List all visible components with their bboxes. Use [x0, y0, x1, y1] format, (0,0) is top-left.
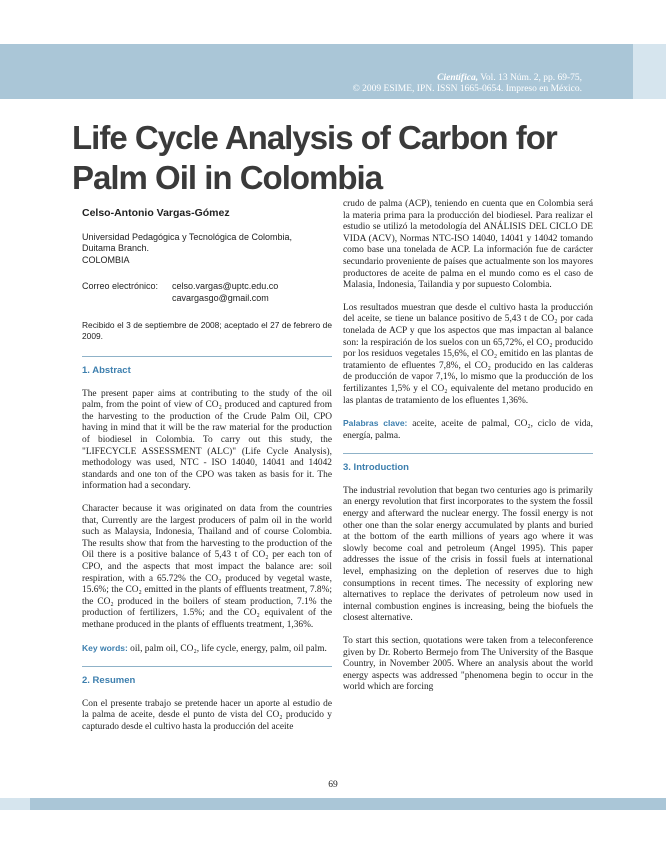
volume-info: Vol. 13 Núm. 2, pp. 69-75,	[480, 73, 582, 83]
affiliation-line: Duitama Branch.	[82, 243, 150, 254]
resumen-paragraph: crudo de palma (ACP), teniendo en cuenta que en Colombia será la materia prima para la producción del biodiesel. Para realizar el estudio se utilizó la metodología del ANÁLISIS DEL CICLO DE VIDA (ACV), Normas NTC-ISO 14040, 14041 y 14042 tomando como base una tonelada de ACP. La información fue de carácter secundario proveniente de países que actualmente son los mayores productores de aceite de palma en el mundo como es el caso de Malasia, Indonesia, Tailandia y por supuesto Colombia.	[343, 199, 593, 291]
introduction-paragraph: To start this section, quotations were taken from a teleconference given by Dr. Roberto Bermejo from The University of the Basque Country, in November 2005. Where an analysis about the world energy aspects was addressed "phenomena begin to occur in the world which are forcing	[343, 636, 593, 693]
palabras-clave	[343, 418, 593, 442]
keywords-text: oil, palm oil, CO₂, life cycle, energy, palm, oil palm.	[127, 643, 327, 654]
left-column	[82, 208, 332, 745]
header-band-cap	[633, 44, 666, 99]
abstract-paragraph: The present paper aims at contributing to the study of the oil palm, from the point of view of CO₂ produced and captured from the harvesting to the production of the Crude Palm Oil, CPO having in mind that it will be the raw material for the production of biodiesel in Colombia. To carry out this study, the "LIFECYCLE ASSESSMENT (ALC)" (Life Cycle Analysis), methodology was used, NTC - ISO 14040, 14041 and 14042 standards and one ton of the CPO was taken as basis for it. The information had a secondary.	[82, 388, 332, 492]
introduction-heading: 3. Introduction	[343, 462, 409, 474]
email-label: Correo electrónico:	[82, 281, 159, 292]
email-block	[82, 280, 332, 304]
footer-band	[0, 798, 666, 810]
resumen-heading: 2. Resumen	[82, 675, 136, 687]
author: Celso-Antonio Vargas-Gómez	[82, 207, 230, 219]
received-dates: Recibido el 3 de septiembre de 2008; aceptado el 27 de febrero de 2009.	[82, 320, 332, 342]
footer-band-cap	[0, 798, 30, 810]
palabras-text: aceite, aceite de palmal, CO₂, ciclo de vida, energía, palma.	[343, 419, 594, 441]
email-link[interactable]: celso.vargas@uptc.edu.co	[172, 281, 279, 292]
affiliation	[82, 232, 332, 267]
affiliation-line: Universidad Pedagógica y Tecnológica de Colombia,	[82, 231, 292, 242]
resumen-paragraph: Los resultados muestran que desde el cultivo hasta la producción del aceite, se tiene un balance positivo de 5,43 t de CO₂ por cada tonelada de ACP y que los aspectos que mas impactan al balance son: la respiración de los suelos con un 65,72%, el CO₂ producido por los residuos vegetales 15,6%, el CO₂ emitido en las plantas de tratamiento de efluentes 7,8%, el CO₂ producido en las calderas de producción de vapor 7,1%, lo mismo que la producción de los fertilizantes 1,5% y el CO₂ equivalente del metano producido en las plantas de tratamiento de los efluentes 1,36%.	[343, 302, 593, 406]
paper-title: Life Cycle Analysis of Carbon for Palm Oil in Colombia	[72, 119, 557, 196]
keywords	[82, 643, 332, 656]
abstract-heading: 1. Abstract	[82, 365, 131, 377]
resumen-paragraph: Con el presente trabajo se pretende hacer un aporte al estudio de la palma de aceite, desde el punto de vista del CO₂ producido y capturado desde el cultivo hasta la producción del aceite	[82, 698, 332, 732]
keywords-label: Key words:	[82, 642, 128, 653]
introduction-paragraph: The industrial revolution that began two centuries ago is primarily an energy revolution that first incorporates to the system the fossil energy and afterward the nuclear energy. The fossil energy is not other one than the solar energy accumulated by plants and buried at the bottom of the earth millions of years ago where it was slowly become coal and petroleum (Angel 1995). This paper addresses the issue of the crisis in fossil fuels at international level, emphasizing on the depletion of reserves due to high consumptions in recent times. The necessity of exploring new alternatives to replace the derivates of petroleum now used in internal combustion engines is increasing, being the biofuels the closest alternative.	[343, 485, 593, 624]
copyright: © 2009 ESIME, IPN. ISSN 1665-0654. Impreso en México.	[352, 84, 582, 94]
affiliation-line: COLOMBIA	[82, 254, 130, 265]
divider	[343, 453, 593, 454]
journal-name: Científica,	[437, 73, 479, 83]
palabras-label: Palabras clave:	[343, 418, 408, 429]
page-number: 69	[328, 780, 338, 790]
email-link[interactable]: cavargasgo@gmail.com	[172, 293, 269, 304]
divider	[82, 356, 332, 357]
divider	[82, 666, 332, 667]
journal-info	[353, 73, 582, 95]
abstract-paragraph: Character because it was originated on data from the countries that, Currently are the largest producers of palm oil in the world such as Malaysia, Indonesia, Thailand and of course Colombia. The results show that from the harvesting to the production of the Oil there is a positive balance of 5,43 t of CO₂ per each ton of CPO, and the aspects that most impact the balance are: soil respiration, with a 65.72% the CO₂ produced by vegetal waste, 15.6%; the CO₂ emitted in the plants of effluents treatment, 7.8%; the CO₂ produced in the boilers of steam production, 7.1% the production of fertilizers, 1.5%; and the CO₂ equivalent of the methane produced in the plants of effluents treatment, 1,36%.	[82, 504, 332, 630]
right-column	[343, 199, 593, 705]
